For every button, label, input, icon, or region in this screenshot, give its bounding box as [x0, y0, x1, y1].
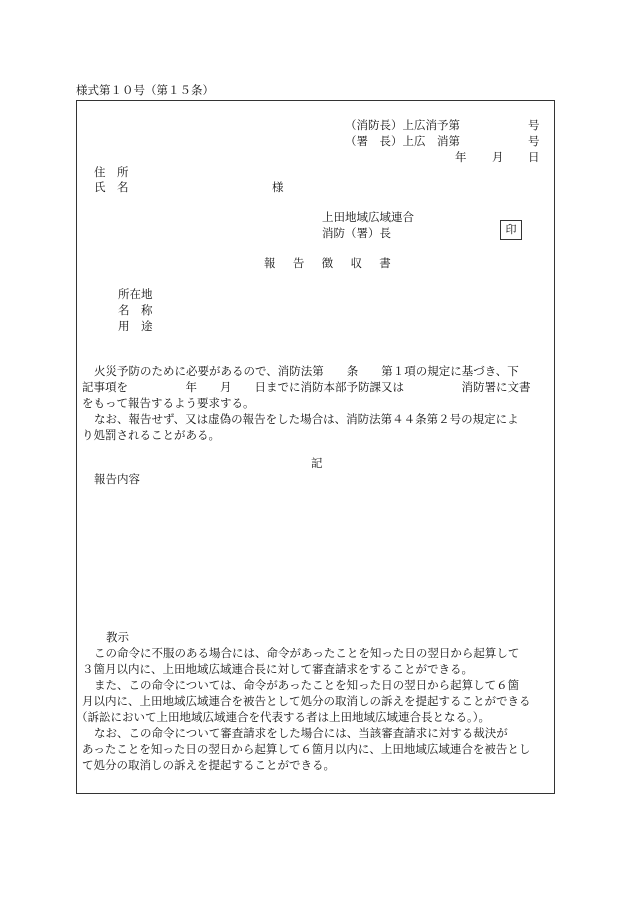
notice-3-line3: て処分の取消しの訴えを提起することができる。 — [82, 758, 335, 772]
name-label: 氏 名 — [94, 180, 129, 194]
notice-1-line2: ３箇月以内に、上田地域広域連合長に対して審査請求をすることができる。 — [82, 662, 473, 676]
notice-3-line1: なお、この命令について審査請求をした場合には、当該審査請求に対する裁決が — [94, 726, 508, 740]
address-label: 住 所 — [94, 165, 129, 179]
notice-2-line3: （訴訟において上田地域広域連合を代表する者は上田地域広域連合長となる。）。 — [76, 710, 490, 724]
doc-title-char: 収 — [350, 256, 362, 270]
doc-title-char: 告 — [292, 256, 305, 270]
body-p1-line2: 記事項を 年 月 日までに消防本部予防課又は 消防署に文書 — [82, 380, 531, 394]
header-number-suffix-1: 号 — [528, 118, 540, 132]
header-office-line1: （消防長）上広消予第 — [345, 118, 460, 132]
doc-title-char: 徴 — [321, 256, 334, 270]
body-p1-line3: をもって報告するよう要求する。 — [82, 396, 255, 410]
doc-title-char: 書 — [379, 256, 391, 270]
doc-title-char: 報 — [264, 256, 276, 270]
header-number-suffix-2: 号 — [528, 134, 540, 148]
location-label: 所在地 — [118, 287, 153, 301]
notice-2-line1: また、この命令については、命令があったことを知った日の翌日から起算して６箇 — [94, 678, 520, 692]
report-contents-label: 報告内容 — [94, 472, 140, 486]
issuer-title: 消防（署）長 — [322, 226, 391, 240]
header-office-line2: （署 長）上広 消第 — [345, 134, 460, 148]
notice-3-line2: あったことを知った日の翌日から起算して６箇月以内に、上田地域広域連合を被告とし — [82, 742, 531, 756]
doc-title — [264, 255, 391, 271]
body-p2-line2: り処罰されることがある。 — [82, 428, 220, 442]
issuer-org: 上田地域広域連合 — [322, 210, 414, 224]
notice-1-line1: この命令に不服のある場合には、命令があったことを知った日の翌日から起算して — [94, 646, 520, 660]
honorific: 様 — [272, 180, 284, 194]
form-number: 様式第１０号（第１５条） — [76, 83, 214, 97]
date-month: 月 — [492, 150, 504, 164]
body-p1-line1: 火災予防のために必要があるので、消防法第 条 第１項の規定に基づき、下 — [94, 364, 519, 378]
use-label: 用 途 — [118, 319, 153, 333]
ki-heading: 記 — [311, 456, 323, 470]
date-day: 日 — [528, 150, 540, 164]
body-p2-line1: なお、報告せず、又は虚偽の報告をした場合は、消防法第４４条第２号の規定によ — [94, 412, 519, 426]
notice-2-line2: 月以内に、上田地域広域連合を被告として処分の取消しの訴えを提起することができる — [82, 694, 531, 708]
notice-heading: 教示 — [106, 630, 129, 644]
date-year: 年 — [455, 150, 467, 164]
seal-box: 印 — [500, 220, 522, 240]
subject-name-label: 名 称 — [118, 303, 153, 317]
